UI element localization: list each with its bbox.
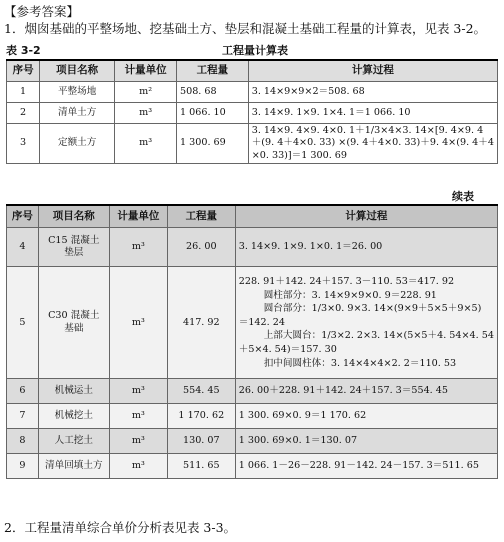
item-name: C15 混凝土 垫层 — [38, 228, 109, 267]
item-name: 平整场地 — [40, 82, 115, 103]
table1-caption: 表 3-2 — [6, 44, 41, 57]
answer-header: 【参考答案】 — [4, 4, 80, 19]
calc-process: 3. 14×9. 1×9. 1×4. 1＝1 066. 10 — [248, 103, 497, 124]
col-header: 工程量 — [167, 205, 235, 228]
col-header: 计算过程 — [235, 205, 497, 228]
calc-process: 3. 14×9. 4×9. 4×0. 1＋1/3×4×3. 14×[9. 4×9. 4 ＋(9. 4＋4×0. 33) ×(9. 4＋4×0. 33)＋9. 4×(9. 4＋4 ×0. 33)]＝1 300. 69 — [248, 124, 497, 164]
calc-process: 3. 14×9. 1×9. 1×0. 1＝26. 00 — [235, 228, 497, 267]
col-header: 项目名称 — [40, 60, 115, 82]
unit: m³ — [109, 454, 167, 479]
table-row — [7, 82, 498, 103]
unit: m³ — [115, 124, 177, 164]
row-number: 5 — [7, 267, 39, 379]
calc-process: 26. 00＋228. 91＋142. 24＋157. 3＝554. 45 — [235, 379, 497, 404]
table-row — [7, 454, 498, 479]
col-header: 计量单位 — [115, 60, 177, 82]
unit: m³ — [109, 267, 167, 379]
table1-header-row — [7, 60, 498, 82]
unit: m³ — [109, 228, 167, 267]
calc-process: 1 066. 1－26－228. 91－142. 24－157. 3＝511. 65 — [235, 454, 497, 479]
question-2-text: 2．工程量清单综合单价分析表见表 3-3。 — [4, 520, 237, 535]
quantity: 1 300. 69 — [176, 124, 248, 164]
col-header: 项目名称 — [38, 205, 109, 228]
row-number: 6 — [7, 379, 39, 404]
item-name: 机械挖土 — [38, 404, 109, 429]
table1-title: 工程量计算表 — [222, 44, 288, 57]
item-name: C30 混凝土 基础 — [38, 267, 109, 379]
quantity: 1 066. 10 — [176, 103, 248, 124]
table-row — [7, 103, 498, 124]
row-number: 8 — [7, 429, 39, 454]
table-row — [7, 267, 498, 379]
calc-process: 228. 91＋142. 24＋157. 3－110. 53＝417. 92 圆柱部分：3. 14×9×9×0. 9＝228. 91 圆台部分：1/3×0. 9×3. 14×(9×9＋5×5＋9×5) ＝142. 24 上部大圆台：1/3×2. 2×3. 14×(5×5＋4. 54×4. 54 ＋5×4. 54)＝157. 30 扣中间圆柱体：3. 14×4×4×2. 2＝110. 53 — [235, 267, 497, 379]
table1 — [6, 59, 498, 164]
calc-process: 1 300. 69×0. 1＝130. 07 — [235, 429, 497, 454]
col-header: 工程量 — [176, 60, 248, 82]
unit: m³ — [109, 404, 167, 429]
quantity: 511. 65 — [167, 454, 235, 479]
quantity: 1 170. 62 — [167, 404, 235, 429]
row-number: 7 — [7, 404, 39, 429]
col-header: 计量单位 — [109, 205, 167, 228]
col-header: 序号 — [7, 205, 39, 228]
unit: m³ — [109, 379, 167, 404]
quantity: 26. 00 — [167, 228, 235, 267]
table-row — [7, 228, 498, 267]
item-name: 机械运土 — [38, 379, 109, 404]
item-name: 清单回填土方 — [38, 454, 109, 479]
row-number: 4 — [7, 228, 39, 267]
quantity: 508. 68 — [176, 82, 248, 103]
table2 — [6, 204, 498, 479]
item-name: 定额土方 — [40, 124, 115, 164]
table-row — [7, 429, 498, 454]
row-number: 1 — [7, 82, 40, 103]
col-header: 计算过程 — [248, 60, 497, 82]
row-number: 9 — [7, 454, 39, 479]
calc-process: 3. 14×9×9×2＝508. 68 — [248, 82, 497, 103]
item-name: 清单土方 — [40, 103, 115, 124]
row-number: 2 — [7, 103, 40, 124]
calc-process: 1 300. 69×0. 9＝1 170. 62 — [235, 404, 497, 429]
question-1-text: 1．烟囱基础的平整场地、挖基础土方、垫层和混凝土基础工程量的计算表，见表 3-2。 — [4, 21, 487, 36]
table-row — [7, 379, 498, 404]
quantity: 554. 45 — [167, 379, 235, 404]
unit: m³ — [109, 429, 167, 454]
quantity: 417. 92 — [167, 267, 235, 379]
unit: m³ — [115, 103, 177, 124]
table2-title: 续表 — [452, 190, 474, 203]
table2-header-row — [7, 205, 498, 228]
table-row — [7, 124, 498, 164]
item-name: 人工挖土 — [38, 429, 109, 454]
quantity: 130. 07 — [167, 429, 235, 454]
row-number: 3 — [7, 124, 40, 164]
table-row — [7, 404, 498, 429]
unit: m² — [115, 82, 177, 103]
col-header: 序号 — [7, 60, 40, 82]
